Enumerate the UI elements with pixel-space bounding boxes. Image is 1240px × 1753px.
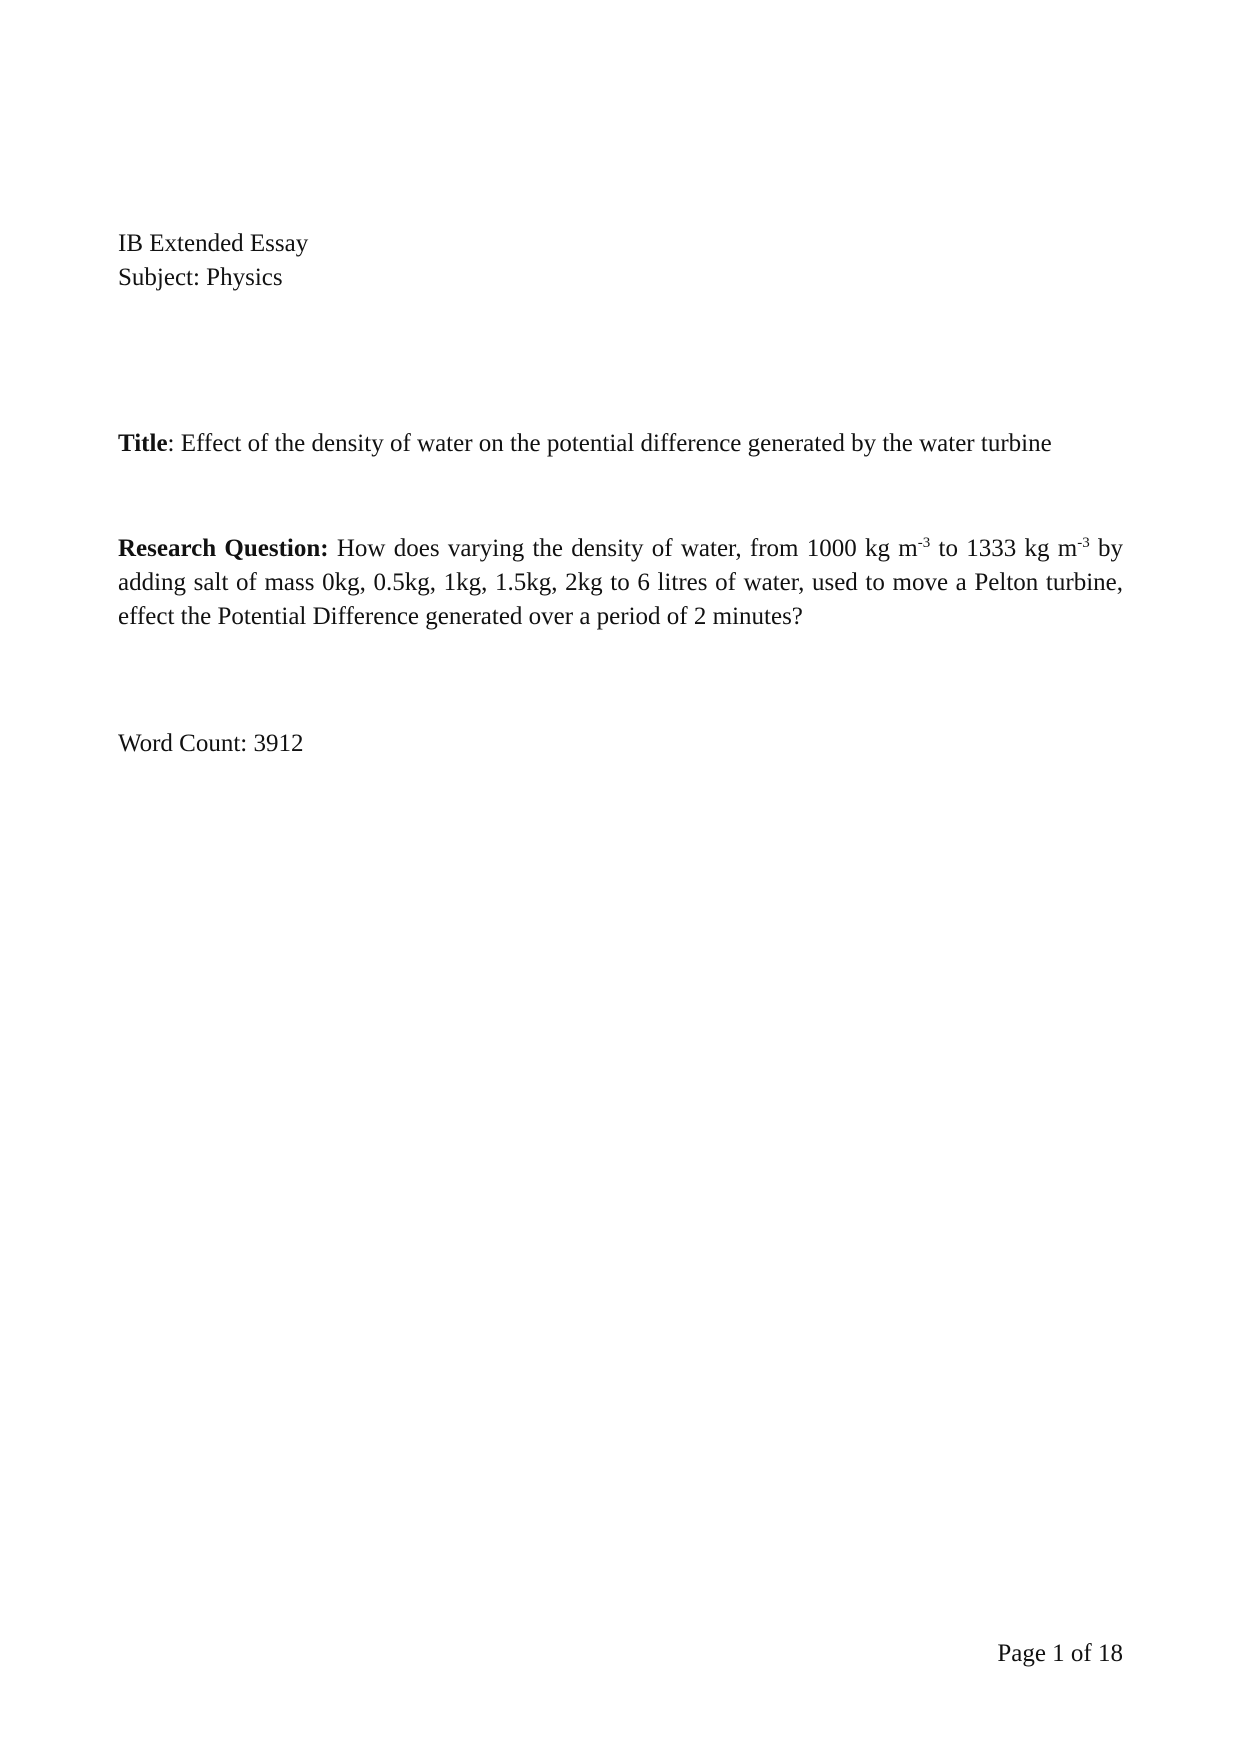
essay-header [118,227,718,295]
title-separator: : [167,430,175,457]
research-question [118,532,1123,634]
page-number: Page 1 of 18 [997,1640,1123,1667]
essay-subject: Subject: Physics [118,264,283,291]
word-count: Word Count: 3912 [118,730,304,757]
title-label: Title [118,430,168,457]
research-question-text-1: How does varying the density of water, from 1000 kg m [336,535,918,562]
research-question-text-2: to 1333 kg m [930,535,1078,562]
research-question-label: Research Question: [118,535,329,562]
essay-type: IB Extended Essay [118,230,309,257]
superscript-exponent: -3 [1077,535,1090,551]
title-text: Effect of the density of water on the potential difference generated by the water turbine [180,430,1052,457]
superscript-exponent: -3 [917,535,931,551]
research-question-text-3: by adding salt of mass 0kg, 0.5kg, 1kg, 1.5kg, 2kg to 6 litres of water, used to move a Pelton turbine, effect the Potential Difference generated over a period of 2 minutes? [118,535,1124,630]
essay-title [118,427,1123,461]
